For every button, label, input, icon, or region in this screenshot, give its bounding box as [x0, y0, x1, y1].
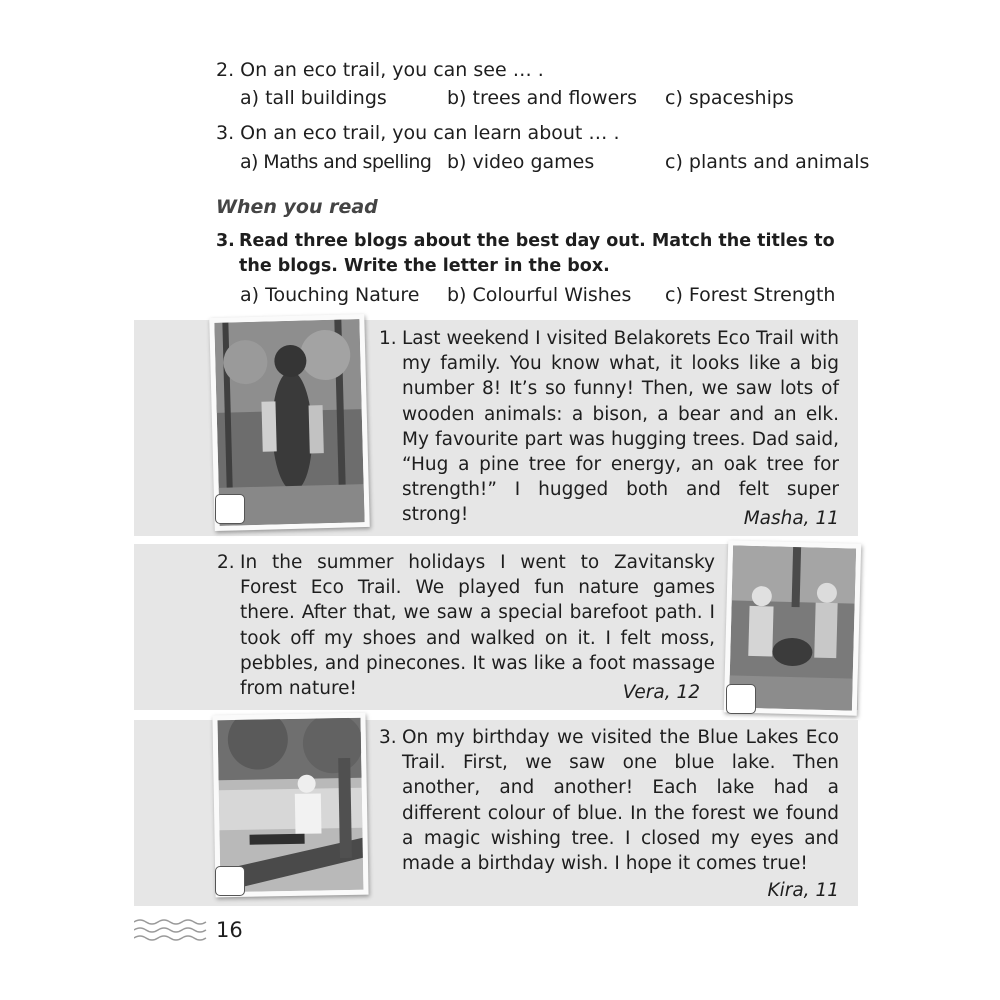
blog-3-text: On my birthday we visited the Blue Lakes Eco Trail. First, we saw one blue lake. Then another, and another! Each lake had a different colour of blue. In the forest we found a magic wishing tree. I closed my eyes and made a birthday wish. I hope it comes true! [402, 727, 839, 875]
wave-lines-icon [134, 918, 208, 944]
blog-1-answer-box[interactable] [215, 494, 245, 524]
title-option-a: a) Touching Nature [240, 284, 420, 306]
blog-2-number: 2. [217, 552, 235, 573]
task-number: 3. [216, 231, 235, 251]
blog-1-text: Last weekend I visited Belakorets Eco Trail with my family. You know what, it looks like a big number 8! It’s so funny! Then, we saw lots of wooden animals: a bison, a bear and an elk. My favourite part was hugging trees. Dad said, “Hug a pine tree for energy, an oak tree for strength!” I hugged both and felt super strong! [402, 328, 839, 526]
question-2-stem: 2. On an eco trail, you can see … . [216, 59, 544, 81]
question-2-option-b: b) trees and flowers [447, 87, 637, 109]
question-3-option-c: c) plants and animals [665, 151, 870, 173]
blog-2-text: In the summer holidays I went to Zavitansky Forest Eco Trail. We played fun nature games there. After that, we saw a special barefoot path. I took off my shoes and walked on it. I felt moss, pebbles, and pinecones. It was like a foot massage from nature! [240, 552, 715, 700]
question-3-option-b: b) video games [447, 151, 595, 173]
question-3-stem: 3. On an eco trail, you can learn about … . [216, 122, 620, 144]
blog-3-text-block [379, 725, 839, 876]
blog-1-number: 1. [379, 328, 397, 349]
blog-3-answer-box[interactable] [215, 866, 245, 896]
title-option-b: b) Colourful Wishes [447, 284, 632, 306]
blog-1-author: Masha, 11 [743, 508, 839, 529]
page-number: 16 [216, 918, 243, 942]
blog-2-answer-box[interactable] [726, 684, 756, 714]
blog-2-author: Vera, 12 [622, 682, 700, 703]
question-2-option-c: c) spaceships [665, 87, 794, 109]
question-2-option-a: a) tall buildings [240, 87, 387, 109]
title-option-c: c) Forest Strength [665, 284, 836, 306]
task-instruction [216, 229, 866, 279]
task-text: Read three blogs about the best day out. Match the titles to the blogs. Write the letter in the box. [239, 231, 835, 276]
section-heading: When you read [216, 196, 378, 218]
blog-3-author: Kira, 11 [767, 880, 839, 901]
blog-1-text-block [379, 326, 839, 528]
question-3-option-a: a) Maths and spelling [240, 151, 432, 173]
blog-3-number: 3. [379, 727, 397, 748]
blog-2-text-block [217, 550, 715, 701]
